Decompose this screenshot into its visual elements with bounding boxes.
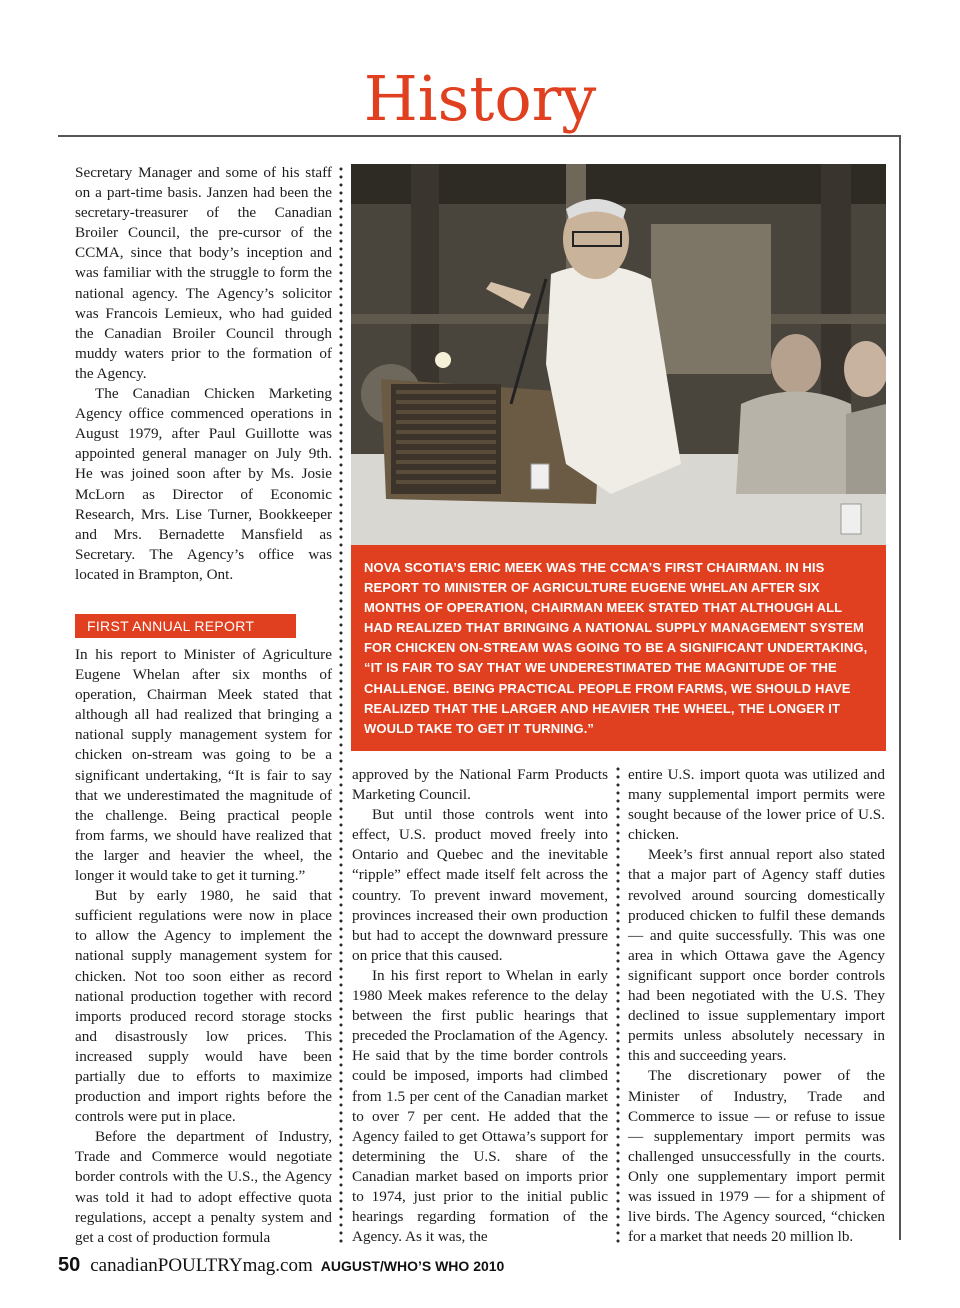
column-divider <box>616 765 620 1245</box>
paragraph: approved by the National Farm Products Marketing Council. <box>352 766 608 804</box>
photo-illustration <box>351 164 886 545</box>
column-3 <box>628 765 885 1247</box>
footer-issue: AUGUST/WHO’S WHO 2010 <box>320 1258 505 1274</box>
header-rule <box>58 135 900 137</box>
page-footer <box>58 1254 504 1284</box>
paragraph: But by early 1980, he said that sufficient regulations were now in place to allow the Agency to implement the national supply management system for chicken. Not too soon either as record national production together with record imports produced record storage stocks and disastrously low prices. This increased supply would have been partially due to efforts to maximize production and import rights before the controls were put in place. <box>75 887 332 1126</box>
header-rule-tick <box>58 135 72 136</box>
right-border-rule <box>899 135 901 1240</box>
page-title: History <box>363 62 597 135</box>
photo-caption: NOVA SCOTIA’S ERIC MEEK WAS THE CCMA’S FIRST CHAIRMAN. IN HIS REPORT TO MINISTER OF AGRICULTURE EUGENE WHELAN AFTER SIX MONTHS OF OPERATION, CHAIRMAN MEEK STATED THAT ALTHOUGH ALL HAD REALIZED THAT BRINGING A NATIONAL SUPPLY MANAGEMENT SYSTEM FOR CHICKEN ON-STREAM WAS GOING TO BE A SIGNIFICANT UNDERTAKING, “IT IS FAIR TO SAY THAT WE UNDERESTIMATED THE MAGNITUDE OF THE CHALLENGE. BEING PRACTICAL PEOPLE FROM FARMS, WE SHOULD HAVE REALIZED THAT THE LARGER AND HEAVIER THE WHEEL, THE LONGER IT WOULD TAKE TO GET IT TURNING.” <box>351 545 886 751</box>
page-number: 50 <box>58 1254 81 1276</box>
paragraph: Before the department of Industry, Trade and Commerce would negotiate border controls with the U.S., the Agency was told it had to adopt effective quota regulations, accept a penalty system and get a cost of production formula <box>75 1128 332 1246</box>
paragraph: Meek’s first annual report also stated that a major part of Agency staff duties revolved around sourcing domestically produced chicken to fulfil these demands — and quite successfully. This was one area in which Ottawa gave the Agency significant support once border controls had been negotiated with the U.S. They declined to issue supplementary import permits unless absolutely necessary in this and succeeding years. <box>628 846 885 1065</box>
paragraph: In his report to Minister of Agriculture Eugene Whelan after six months of operation, Chairman Meek stated that although all had realized that bringing a national supply management system for chicken on-stream was going to be a significant undertaking, “It is fair to say that we underestimated the magnitude of the challenge. Being practical people from farms, we should have realized that the larger and heavier the wheel, the longer it would take to get it turning.” <box>75 646 332 885</box>
footer-site: canadianPOULTRYmag.com <box>90 1255 313 1276</box>
column-1-bottom <box>75 645 332 1248</box>
column-2 <box>352 765 608 1247</box>
paragraph: Secretary Manager and some of his staff on a part-time basis. Janzen had been the secretary-treasurer of the Canadian Broiler Council, the pre-cursor of the CCMA, since that body’s inception and was familiar with the struggle to form the national agency. The Agency’s solicitor was Francois Lemieux, who had guided the Canadian Broiler Council through muddy waters prior to the formation of the Agency. <box>75 164 332 382</box>
photo-eric-meek <box>351 164 886 545</box>
section-heading: FIRST ANNUAL REPORT <box>75 614 296 638</box>
column-divider <box>339 165 343 1245</box>
paragraph: In his first report to Whelan in early 1980 Meek makes reference to the delay between the first public hearings that preceded the Proclamation of the Agency. He said that by the time border controls could be imposed, imports had climbed from 1.5 per cent of the Canadian market to over 7 per cent. He added that the Agency failed to get Ottawa’s support for determining the U.S. share of the Canadian market based on imports prior to 1974, just prior to the initial public hearings regarding formation of the Agency. As it was, the <box>352 966 608 1246</box>
paragraph: The discretionary power of the Minister of Industry, Trade and Commerce to issue — or refuse to issue — supplementary import permits was challenged unsuccessfully in the courts. Only one supplementary import permit was issued in 1979 — for a shipment of live birds. The Agency sourced, “chicken for a market that needs 20 million lb. <box>628 1067 885 1246</box>
column-1-top <box>75 163 332 585</box>
paragraph: The Canadian Chicken Marketing Agency office commenced operations in August 1979, after Paul Guillotte was appointed general manager on July 9th. He was joined soon after by Ms. Josie McLorn as Director of Economic Research, Mrs. Lise Turner, Bookkeeper and Mrs. Bernadette Mansfield as Secretary. The Agency’s office was located in Brampton, Ont. <box>75 385 332 583</box>
paragraph: But until those controls went into effect, U.S. product moved freely into Ontario and Quebec and the inevitable “ripple” effect made itself felt across the country. To prevent inward movement, provinces increased their own production but had to accept the downward pressure on price that this caused. <box>352 806 608 964</box>
paragraph: entire U.S. import quota was utilized and many supplemental import permits were sought because of the lower price of U.S. chicken. <box>628 766 885 844</box>
